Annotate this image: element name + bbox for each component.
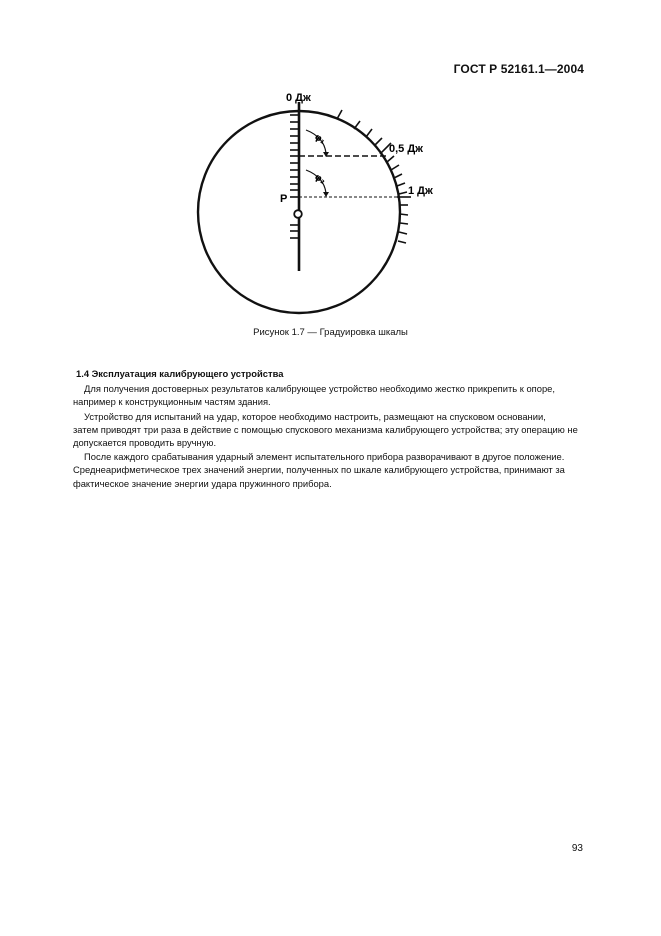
paragraph-1 — [73, 382, 584, 408]
angle-label-2: φ₂ — [312, 172, 328, 187]
p2-line-2: затем приводят три раза в действие с помощью спускового механизма калибрующего устройства; эту операцию не — [73, 423, 578, 435]
rod-ticks — [290, 115, 299, 238]
p3-line-1: После каждого срабатывания ударный элемент испытательного прибора разворачивают в другое положение. — [84, 451, 565, 463]
calibration-scale-figure — [180, 85, 460, 325]
document-code: ГОСТ Р 52161.1—2004 — [453, 62, 584, 76]
paragraph-2 — [73, 410, 584, 450]
section-heading: 1.4 Эксплуатация калибрующего устройства — [76, 368, 284, 379]
p3-line-3: фактическое значение энергии удара пружинного прибора. — [73, 477, 332, 489]
paragraph-3 — [73, 450, 584, 490]
label-one: 1 Дж — [408, 185, 433, 197]
label-half: 0,5 Дж — [389, 143, 423, 155]
page-number: 93 — [571, 843, 583, 854]
angle-label-1: φ₁ — [312, 132, 328, 147]
label-zero: 0 Дж — [286, 92, 311, 104]
p2-line-1: Устройство для испытаний на удар, которое необходимо настроить, размещают на спусковом основании, — [84, 410, 546, 422]
figure-caption: Рисунок 1.7 — Градуировка шкалы — [253, 327, 408, 338]
angle-arc-2-arrow — [323, 192, 329, 197]
label-pivot: Р — [280, 193, 288, 205]
section-1-4 — [73, 367, 584, 491]
p1-line-1: Для получения достоверных результатов калибрующее устройство необходимо жестко прикрепить к опоре, — [84, 383, 556, 395]
p2-line-3: допускается проводить вручную. — [73, 437, 217, 449]
p3-line-2: Среднеарифметическое трех значений энергии, полученных по шкале калибрующего устройства, принимают за — [73, 464, 565, 476]
pivot-point — [294, 210, 302, 218]
p1-line-2: например к конструкционным частям здания. — [73, 396, 271, 408]
